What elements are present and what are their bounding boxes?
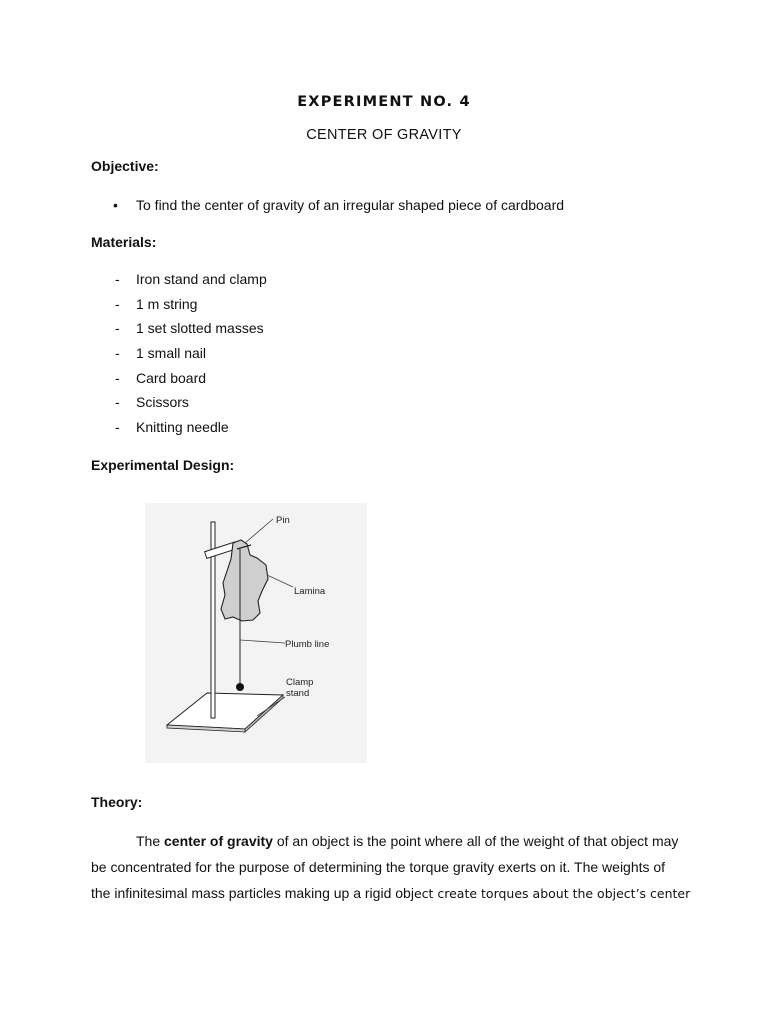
plumb-bob (236, 683, 244, 691)
clamp-label: Clamp (286, 677, 314, 688)
pin-label: Pin (276, 515, 290, 526)
design-heading: Experimental Design: (91, 457, 235, 473)
material-item: Iron stand and clamp (136, 271, 267, 287)
theory-line-2: be concentrated for the purpose of determining the torque gravity exerts on it. The weights of (91, 859, 666, 875)
lamina-label: Lamina (294, 586, 326, 597)
experiment-title: EXPERIMENT NO. 4 (297, 94, 471, 110)
theory-paragraph (91, 828, 691, 907)
list-marker: - (115, 320, 120, 336)
list-marker: - (115, 370, 120, 386)
objective-item: To find the center of gravity of an irregular shaped piece of cardboard (136, 197, 565, 213)
theory-text: The (136, 833, 165, 849)
experimental-design-figure (145, 503, 367, 763)
plumb-line-label: Plumb line (285, 639, 330, 650)
material-item: Knitting needle (136, 419, 229, 435)
material-item: 1 m string (136, 296, 198, 312)
center-of-gravity-term: center of gravity (164, 833, 273, 849)
list-marker: - (115, 345, 120, 361)
experiment-subtitle: CENTER OF GRAVITY (306, 127, 462, 143)
theory-heading: Theory: (91, 794, 143, 810)
list-marker: - (115, 296, 120, 312)
objective-heading: Objective: (91, 158, 159, 174)
clamp-stand-diagram (145, 503, 367, 763)
bullet-icon: • (113, 197, 118, 213)
theory-line-3 (91, 880, 691, 907)
list-marker: - (115, 419, 120, 435)
materials-heading: Materials: (91, 234, 157, 250)
theory-text: of an object is the point where all of the weight of that object may (272, 833, 679, 849)
material-item: 1 small nail (136, 345, 207, 361)
material-item: 1 set slotted masses (136, 320, 264, 336)
theory-text: ect create torques about the object’s center (413, 886, 691, 901)
theory-text: the infinitesimal mass particles making up a rigid obj (91, 885, 414, 901)
list-marker: - (115, 394, 120, 410)
stand-label: stand (286, 688, 310, 699)
theory-line-1 (91, 828, 691, 854)
material-item: Card board (136, 370, 207, 386)
list-marker: - (115, 271, 120, 287)
material-item: Scissors (136, 394, 189, 410)
